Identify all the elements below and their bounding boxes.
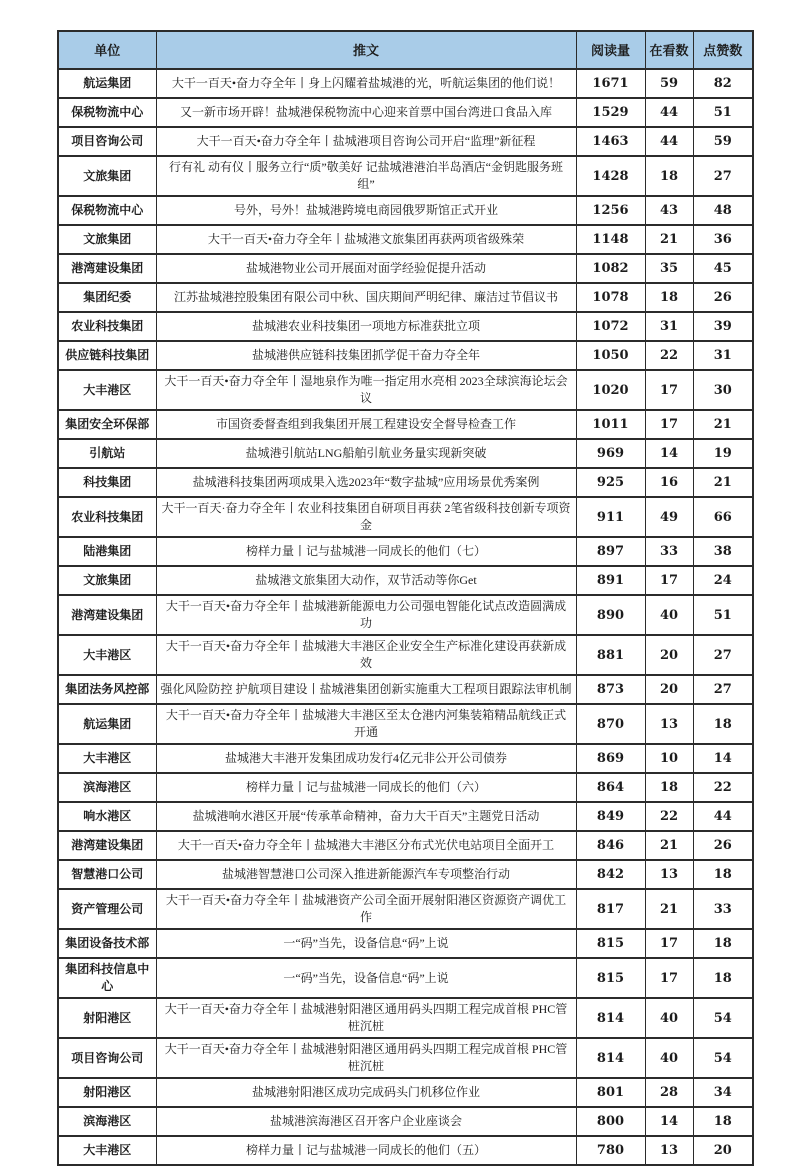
post-title-cell: 一“码”当先，设备信息“码”上说: [156, 929, 576, 958]
unit-cell: 集团设备技术部: [58, 929, 156, 958]
reads-count-cell: 1671: [576, 69, 645, 98]
unit-cell: 航运集团: [58, 704, 156, 744]
likes-count-cell: 18: [693, 860, 753, 889]
reads-count-cell: 849: [576, 802, 645, 831]
post-title-cell: 榜样力量丨记与盐城港一同成长的他们（五）: [156, 1136, 576, 1165]
reads-count-cell: 925: [576, 468, 645, 497]
post-title-cell: 盐城港科技集团两项成果入选2023年“数字盐城”应用场景优秀案例: [156, 468, 576, 497]
watch-count-cell: 59: [645, 69, 693, 98]
unit-cell: 射阳港区: [58, 998, 156, 1038]
post-title-cell: 榜样力量丨记与盐城港一同成长的他们（七）: [156, 537, 576, 566]
watch-count-cell: 43: [645, 196, 693, 225]
watch-count-cell: 40: [645, 1038, 693, 1078]
likes-count-cell: 19: [693, 439, 753, 468]
unit-cell: 集团法务风控部: [58, 675, 156, 704]
unit-cell: 文旅集团: [58, 566, 156, 595]
table-row: [58, 831, 753, 860]
col-header-reads: 阅读量: [576, 31, 645, 69]
col-header-post: 推文: [156, 31, 576, 69]
unit-cell: 大丰港区: [58, 744, 156, 773]
likes-count-cell: 30: [693, 370, 753, 410]
table-header: [58, 31, 753, 69]
reads-count-cell: 864: [576, 773, 645, 802]
watch-count-cell: 49: [645, 497, 693, 537]
likes-count-cell: 66: [693, 497, 753, 537]
post-title-cell: 大干一百天•奋力夺全年丨湿地泉作为唯一指定用水亮相 2023全球滨海论坛会议: [156, 370, 576, 410]
reads-count-cell: 873: [576, 675, 645, 704]
table-row: [58, 283, 753, 312]
reads-count-cell: 1428: [576, 156, 645, 196]
post-title-cell: 大干一百天•奋力夺全年丨盐城港新能源电力公司强电智能化试点改造圆满成功: [156, 595, 576, 635]
post-title-cell: 盐城港大丰港开发集团成功发行4亿元非公开公司债券: [156, 744, 576, 773]
likes-count-cell: 59: [693, 127, 753, 156]
table-row: [58, 254, 753, 283]
table-row: [58, 998, 753, 1038]
reads-count-cell: 870: [576, 704, 645, 744]
post-title-cell: 大干一百天•奋力夺全年丨盐城港大丰港区至太仓港内河集装箱精品航线正式开通: [156, 704, 576, 744]
table-row: [58, 566, 753, 595]
table-row: [58, 1038, 753, 1078]
table-row: [58, 537, 753, 566]
watch-count-cell: 17: [645, 410, 693, 439]
likes-count-cell: 20: [693, 1136, 753, 1165]
reads-count-cell: 1148: [576, 225, 645, 254]
post-title-cell: 盐城港物业公司开展面对面学经验促提升活动: [156, 254, 576, 283]
post-title-cell: 大干一百天•奋力夺全年丨盐城港射阳港区通用码头四期工程完成首根 PHC管桩沉桩: [156, 998, 576, 1038]
table-row: [58, 439, 753, 468]
table-row: [58, 958, 753, 998]
watch-count-cell: 14: [645, 439, 693, 468]
post-title-cell: 盐城港文旅集团大动作，双节活动等你Get: [156, 566, 576, 595]
post-title-cell: 盐城港响水港区开展“传承革命精神，奋力大干百天”主题党日活动: [156, 802, 576, 831]
unit-cell: 集团科技信息中心: [58, 958, 156, 998]
reads-count-cell: 1078: [576, 283, 645, 312]
likes-count-cell: 18: [693, 1107, 753, 1136]
reads-count-cell: 869: [576, 744, 645, 773]
table-row: [58, 675, 753, 704]
likes-count-cell: 82: [693, 69, 753, 98]
unit-cell: 资产管理公司: [58, 889, 156, 929]
likes-count-cell: 39: [693, 312, 753, 341]
table-row: [58, 929, 753, 958]
post-title-cell: 盐城港智慧港口公司深入推进新能源汽车专项整治行动: [156, 860, 576, 889]
unit-cell: 科技集团: [58, 468, 156, 497]
table-row: [58, 1136, 753, 1165]
post-title-cell: 大干一百天•奋力夺全年丨盐城港文旅集团再获两项省级殊荣: [156, 225, 576, 254]
table-row: [58, 156, 753, 196]
unit-cell: 项目咨询公司: [58, 127, 156, 156]
table-row: [58, 595, 753, 635]
likes-count-cell: 36: [693, 225, 753, 254]
unit-cell: 集团安全环保部: [58, 410, 156, 439]
unit-cell: 港湾建设集团: [58, 831, 156, 860]
reads-count-cell: 814: [576, 1038, 645, 1078]
reads-count-cell: 969: [576, 439, 645, 468]
table-row: [58, 1107, 753, 1136]
likes-count-cell: 44: [693, 802, 753, 831]
watch-count-cell: 17: [645, 929, 693, 958]
table-row: [58, 225, 753, 254]
likes-count-cell: 48: [693, 196, 753, 225]
likes-count-cell: 27: [693, 635, 753, 675]
reads-count-cell: 1020: [576, 370, 645, 410]
unit-cell: 陆港集团: [58, 537, 156, 566]
reads-count-cell: 1529: [576, 98, 645, 127]
likes-count-cell: 27: [693, 675, 753, 704]
unit-cell: 供应链科技集团: [58, 341, 156, 370]
table-row: [58, 468, 753, 497]
post-title-cell: 大干一百天•奋力夺全年丨盐城港射阳港区通用码头四期工程完成首根 PHC管桩沉桩: [156, 1038, 576, 1078]
post-title-cell: 大干一百天•奋力夺全年丨盐城港大丰港区分布式光伏电站项目全面开工: [156, 831, 576, 860]
header-row: [58, 31, 753, 69]
watch-count-cell: 28: [645, 1078, 693, 1107]
likes-count-cell: 26: [693, 283, 753, 312]
post-title-cell: 大干一百天•奋力夺全年丨身上闪耀着盐城港的光，听航运集团的他们说！: [156, 69, 576, 98]
watch-count-cell: 13: [645, 860, 693, 889]
unit-cell: 大丰港区: [58, 1136, 156, 1165]
watch-count-cell: 44: [645, 127, 693, 156]
unit-cell: 保税物流中心: [58, 98, 156, 127]
unit-cell: 引航站: [58, 439, 156, 468]
reads-count-cell: 817: [576, 889, 645, 929]
col-header-unit: 单位: [58, 31, 156, 69]
unit-cell: 航运集团: [58, 69, 156, 98]
reads-count-cell: 897: [576, 537, 645, 566]
col-header-watch: 在看数: [645, 31, 693, 69]
unit-cell: 港湾建设集团: [58, 254, 156, 283]
post-title-cell: 市国资委督查组到我集团开展工程建设安全督导检查工作: [156, 410, 576, 439]
likes-count-cell: 33: [693, 889, 753, 929]
unit-cell: 项目咨询公司: [58, 1038, 156, 1078]
post-title-cell: 强化风险防控 护航项目建设丨盐城港集团创新实施重大工程项目跟踪法审机制: [156, 675, 576, 704]
reads-count-cell: 814: [576, 998, 645, 1038]
watch-count-cell: 17: [645, 566, 693, 595]
table-row: [58, 127, 753, 156]
unit-cell: 响水港区: [58, 802, 156, 831]
post-title-cell: 江苏盐城港控股集团有限公司中秋、国庆期间严明纪律、廉洁过节倡议书: [156, 283, 576, 312]
likes-count-cell: 14: [693, 744, 753, 773]
likes-count-cell: 54: [693, 1038, 753, 1078]
likes-count-cell: 31: [693, 341, 753, 370]
watch-count-cell: 18: [645, 283, 693, 312]
likes-count-cell: 22: [693, 773, 753, 802]
post-title-cell: 盐城港引航站LNG船舶引航业务量实现新突破: [156, 439, 576, 468]
post-title-cell: 盐城港射阳港区成功完成码头门机移位作业: [156, 1078, 576, 1107]
watch-count-cell: 21: [645, 225, 693, 254]
likes-count-cell: 24: [693, 566, 753, 595]
likes-count-cell: 18: [693, 958, 753, 998]
watch-count-cell: 31: [645, 312, 693, 341]
reads-count-cell: 890: [576, 595, 645, 635]
watch-count-cell: 18: [645, 773, 693, 802]
table-row: [58, 98, 753, 127]
unit-cell: 大丰港区: [58, 635, 156, 675]
table-row: [58, 497, 753, 537]
table-row: [58, 889, 753, 929]
reads-count-cell: 815: [576, 958, 645, 998]
watch-count-cell: 16: [645, 468, 693, 497]
watch-count-cell: 33: [645, 537, 693, 566]
unit-cell: 大丰港区: [58, 370, 156, 410]
reads-count-cell: 1011: [576, 410, 645, 439]
likes-count-cell: 45: [693, 254, 753, 283]
table-row: [58, 312, 753, 341]
post-title-cell: 大干一百天·奋力夺全年丨农业科技集团自研项目再获 2笔省级科技创新专项资金: [156, 497, 576, 537]
reads-count-cell: 780: [576, 1136, 645, 1165]
watch-count-cell: 17: [645, 958, 693, 998]
post-title-cell: 一“码”当先，设备信息“码”上说: [156, 958, 576, 998]
table-row: [58, 704, 753, 744]
likes-count-cell: 34: [693, 1078, 753, 1107]
table-row: [58, 196, 753, 225]
likes-count-cell: 51: [693, 98, 753, 127]
likes-count-cell: 21: [693, 410, 753, 439]
table-row: [58, 1078, 753, 1107]
reads-count-cell: 815: [576, 929, 645, 958]
watch-count-cell: 20: [645, 635, 693, 675]
reads-count-cell: 1072: [576, 312, 645, 341]
watch-count-cell: 20: [645, 675, 693, 704]
likes-count-cell: 51: [693, 595, 753, 635]
reads-count-cell: 842: [576, 860, 645, 889]
watch-count-cell: 10: [645, 744, 693, 773]
unit-cell: 农业科技集团: [58, 497, 156, 537]
post-title-cell: 号外，号外！盐城港跨境电商园俄罗斯馆正式开业: [156, 196, 576, 225]
unit-cell: 智慧港口公司: [58, 860, 156, 889]
table-body: [58, 69, 753, 1165]
table-row: [58, 410, 753, 439]
post-title-cell: 盐城港农业科技集团一项地方标准获批立项: [156, 312, 576, 341]
reads-count-cell: 1082: [576, 254, 645, 283]
likes-count-cell: 18: [693, 704, 753, 744]
post-title-cell: 又一新市场开辟！盐城港保税物流中心迎来首票中国台湾进口食品入库: [156, 98, 576, 127]
watch-count-cell: 13: [645, 1136, 693, 1165]
watch-count-cell: 18: [645, 156, 693, 196]
table-row: [58, 69, 753, 98]
watch-count-cell: 40: [645, 595, 693, 635]
reads-count-cell: 1256: [576, 196, 645, 225]
watch-count-cell: 14: [645, 1107, 693, 1136]
table-row: [58, 635, 753, 675]
likes-count-cell: 21: [693, 468, 753, 497]
table-row: [58, 370, 753, 410]
watch-count-cell: 21: [645, 831, 693, 860]
reads-count-cell: 800: [576, 1107, 645, 1136]
unit-cell: 港湾建设集团: [58, 595, 156, 635]
post-title-cell: 大干一百天•奋力夺全年丨盐城港资产公司全面开展射阳港区资源资产调优工作: [156, 889, 576, 929]
post-title-cell: 行有礼 动有仪丨服务立行“质”敬美好 记盐城港港泊半岛酒店“金钥匙服务班组”: [156, 156, 576, 196]
post-title-cell: 盐城港供应链科技集团抓学促干奋力夺全年: [156, 341, 576, 370]
watch-count-cell: 21: [645, 889, 693, 929]
reads-count-cell: 891: [576, 566, 645, 595]
reads-count-cell: 881: [576, 635, 645, 675]
reads-count-cell: 1050: [576, 341, 645, 370]
table-row: [58, 744, 753, 773]
unit-cell: 滨海港区: [58, 773, 156, 802]
reads-count-cell: 846: [576, 831, 645, 860]
col-header-likes: 点赞数: [693, 31, 753, 69]
reads-count-cell: 801: [576, 1078, 645, 1107]
likes-count-cell: 26: [693, 831, 753, 860]
watch-count-cell: 44: [645, 98, 693, 127]
post-title-cell: 盐城港滨海港区召开客户企业座谈会: [156, 1107, 576, 1136]
watch-count-cell: 22: [645, 802, 693, 831]
post-title-cell: 榜样力量丨记与盐城港一同成长的他们（六）: [156, 773, 576, 802]
likes-count-cell: 18: [693, 929, 753, 958]
reads-count-cell: 1463: [576, 127, 645, 156]
unit-cell: 农业科技集团: [58, 312, 156, 341]
likes-count-cell: 54: [693, 998, 753, 1038]
unit-cell: 保税物流中心: [58, 196, 156, 225]
watch-count-cell: 35: [645, 254, 693, 283]
unit-cell: 文旅集团: [58, 225, 156, 254]
watch-count-cell: 13: [645, 704, 693, 744]
unit-cell: 射阳港区: [58, 1078, 156, 1107]
watch-count-cell: 40: [645, 998, 693, 1038]
post-title-cell: 大干一百天•奋力夺全年丨盐城港项目咨询公司开启“监理”新征程: [156, 127, 576, 156]
unit-cell: 集团纪委: [58, 283, 156, 312]
table-row: [58, 773, 753, 802]
table-row: [58, 341, 753, 370]
table-row: [58, 802, 753, 831]
unit-cell: 滨海港区: [58, 1107, 156, 1136]
unit-cell: 文旅集团: [58, 156, 156, 196]
table-row: [58, 860, 753, 889]
reads-count-cell: 911: [576, 497, 645, 537]
watch-count-cell: 22: [645, 341, 693, 370]
post-title-cell: 大干一百天•奋力夺全年丨盐城港大丰港区企业安全生产标准化建设再获新成效: [156, 635, 576, 675]
watch-count-cell: 17: [645, 370, 693, 410]
likes-count-cell: 38: [693, 537, 753, 566]
likes-count-cell: 27: [693, 156, 753, 196]
wechat-post-stats-table: [57, 30, 754, 1166]
